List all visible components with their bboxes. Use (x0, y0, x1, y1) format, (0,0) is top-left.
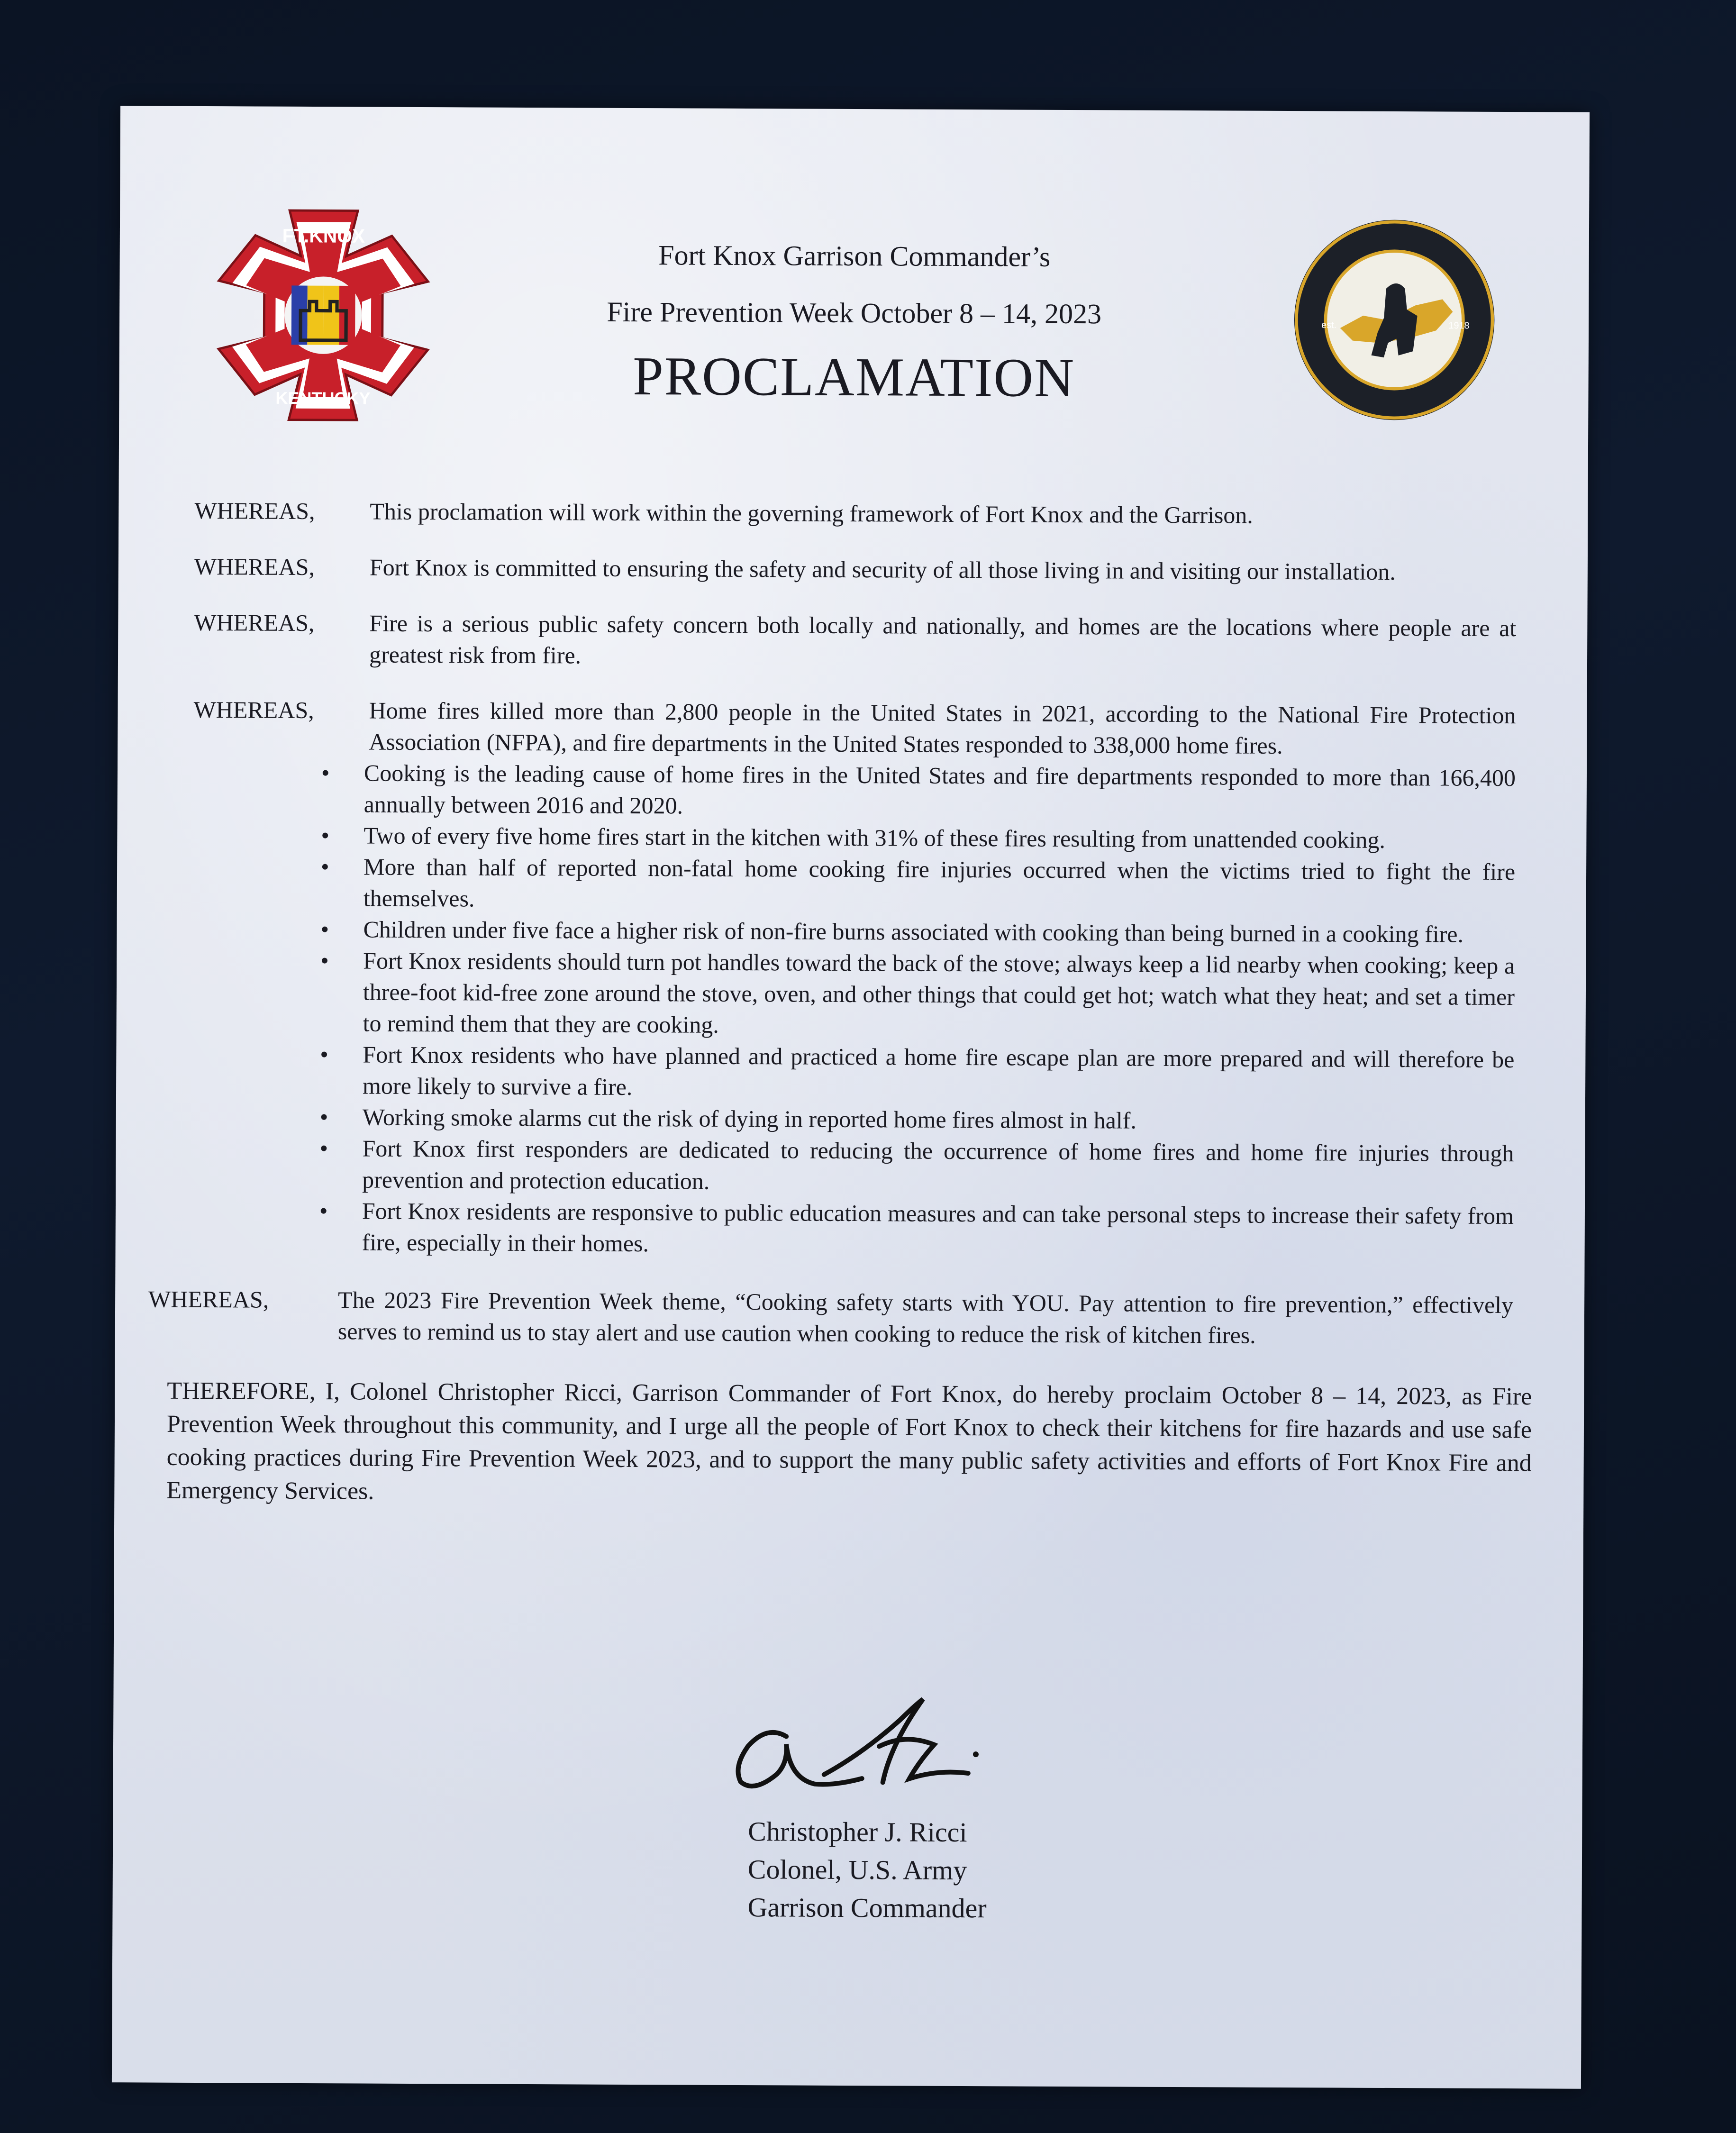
signatory-rank: Colonel, U.S. Army (747, 1854, 967, 1886)
list-item-text: Fort Knox residents are responsive to public education measures and can take personal steps to increase their safety from fire, especially in their homes. (362, 1197, 1514, 1257)
bullet-list (116, 756, 1587, 1263)
list-item (320, 851, 1516, 919)
signatory-title: Garrison Commander (747, 1892, 987, 1924)
whereas-label: WHEREAS, (193, 696, 314, 724)
header-line-2: Fire Prevention Week October 8 – 14, 2023 (607, 296, 1102, 330)
bullet-icon: • (319, 1135, 328, 1162)
proclamation-paper (112, 106, 1590, 2088)
seal-year-text: 1918 (1448, 320, 1470, 331)
bullet-icon: • (321, 759, 330, 786)
whereas-text: Fort Knox is committed to ensuring the safety and security of all those living in and visiting our installation. (369, 554, 1396, 585)
list-item-text: Cooking is the leading cause of home fires in the United States and fire departments responded to more than 166,400 annually between 2016 and 2020. (364, 759, 1516, 819)
list-item-text: Fort Knox residents who have planned and practiced a home fire escape plan are more prepared and will therefore be more likely to survive a fire. (362, 1041, 1515, 1100)
list-item (319, 1195, 1514, 1263)
whereas-label: WHEREAS, (148, 1285, 269, 1313)
bullet-icon: • (319, 1103, 328, 1130)
bullet-icon: • (320, 1041, 329, 1068)
whereas-label: WHEREAS, (194, 609, 315, 637)
whereas-text: The 2023 Fire Prevention Week theme, “Cooking safety starts with YOU. Pay attention to fire prevention,” effectively serves to remind us to stay alert and use caution when cooking to reduce the risk of kitchen fires. (337, 1286, 1514, 1349)
page-title: PROCLAMATION (632, 346, 1075, 409)
whereas-label: WHEREAS, (194, 497, 315, 525)
header-line-1: Fort Knox Garrison Commander’s (658, 239, 1051, 273)
bullet-icon: • (320, 916, 329, 943)
signatory-details (747, 1813, 1160, 1928)
bullet-icon: • (320, 853, 329, 880)
list-item-text: More than half of reported non-fatal home cooking fire injuries occurred when the victims tried to fight the fire themselves. (363, 853, 1516, 912)
whereas-clause (115, 1283, 1585, 1352)
bullet-icon: • (321, 822, 330, 849)
left-logo-bottom-text: KENTUCKY (275, 388, 371, 408)
whereas-clause (118, 494, 1588, 532)
list-item (320, 1039, 1515, 1107)
left-logo-top-text: FT.KNOX (282, 225, 365, 247)
whereas-label: WHEREAS, (194, 553, 315, 581)
list-item (321, 757, 1516, 825)
proclamation-body (114, 494, 1588, 1513)
list-item-text: Fort Knox first responders are dedicated to reducing the occurrence of home fires and home fire injuries through prevention and protection education. (362, 1135, 1514, 1194)
bullet-icon: • (320, 947, 329, 974)
bullet-icon: • (319, 1197, 328, 1224)
list-item-text: Two of every five home fires start in the kitchen with 31% of these fires resulting from unattended cooking. (364, 822, 1386, 853)
therefore-paragraph: THEREFORE, I, Colonel Christopher Ricci, Garrison Commander of Fort Knox, do hereby proclaim October 8 – 14, 2023, as Fire Prevention Week throughout this community, and I urge all the people of Fort Knox to check their kitchens for fire hazards and use safe cooking practices during Fire Prevention Week 2023, and to support the many public safety activities and efforts of Fort Knox Fire and Emergency Services. (166, 1377, 1532, 1505)
list-item-text: Children under five face a higher risk of non-fire burns associated with cooking than being burned in a cooking fire. (363, 916, 1464, 948)
list-item (319, 1102, 1514, 1138)
seal-est-text: est. (1321, 319, 1337, 331)
whereas-text: This proclamation will work within the governing framework of Fort Knox and the Garrison. (370, 498, 1254, 529)
list-item-text: Working smoke alarms cut the risk of dying in reported home fires almost in half. (362, 1103, 1137, 1134)
whereas-text: Fire is a serious public safety concern both locally and nationally, and homes are the locations where people are at greatest risk from fire. (369, 610, 1517, 669)
document-header (119, 224, 1589, 412)
list-item (320, 945, 1515, 1044)
handwritten-signature (719, 1687, 1042, 1812)
list-item (319, 1133, 1514, 1201)
signature-block (733, 1687, 1161, 1928)
list-item-text: Fort Knox residents should turn pot handles toward the back of the stove; always keep a lid nearby when cooking; keep a three-foot kid-free zone around the stove, oven, and other things that could get hot; watch what they heat; and set a timer to remind them that they are cooking. (363, 947, 1515, 1038)
list-item (320, 914, 1515, 950)
whereas-clause (118, 693, 1587, 763)
whereas-clause (118, 550, 1588, 588)
signatory-name: Christopher J. Ricci (748, 1816, 967, 1848)
whereas-text: Home fires killed more than 2,800 people in the United States in 2021, according to the National Fire Protection Association (NFPA), and fire departments in the United States responded to 338,000 home fires. (369, 697, 1516, 759)
whereas-clause (118, 606, 1588, 675)
list-item (321, 820, 1515, 857)
